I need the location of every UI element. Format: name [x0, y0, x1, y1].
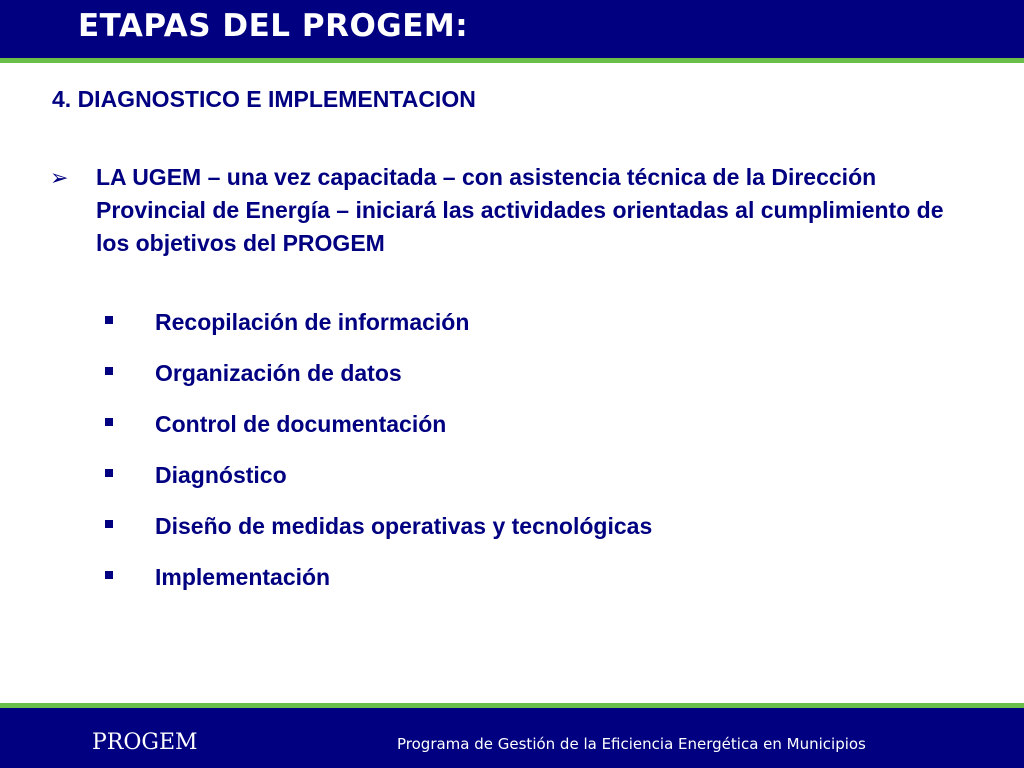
list-item-label: Control de documentación — [155, 411, 447, 437]
square-bullet-icon — [105, 571, 113, 579]
list-item-label: Implementación — [155, 564, 331, 590]
footer-program-name: Programa de Gestión de la Eficiencia Energética en Municipios — [397, 735, 866, 753]
square-bullet-icon — [105, 418, 113, 426]
list-item-label: Recopilación de información — [155, 309, 470, 335]
section-heading: 4. DIAGNOSTICO E IMPLEMENTACION — [52, 86, 476, 112]
square-bullet-icon — [105, 316, 113, 324]
square-bullet-icon — [105, 520, 113, 528]
list-item-label: Diagnóstico — [155, 462, 287, 488]
square-bullet-icon — [105, 367, 113, 375]
list-item-label: Diseño de medidas operativas y tecnológicas — [155, 513, 653, 539]
square-bullet-icon — [105, 469, 113, 477]
footer-brand: PROGEM — [92, 730, 198, 755]
slide-title: ETAPAS DEL PROGEM: — [78, 8, 469, 44]
arrow-bullet-icon: ➢ — [50, 165, 69, 190]
header-divider — [0, 58, 1024, 63]
list-item-label: Organización de datos — [155, 360, 402, 386]
intro-text: LA UGEM – una vez capacitada – con asistencia técnica de la Dirección Provincial de Energía – iniciará las actividades orientadas al cumplimiento de los objetivos del PROGEM — [96, 164, 944, 256]
